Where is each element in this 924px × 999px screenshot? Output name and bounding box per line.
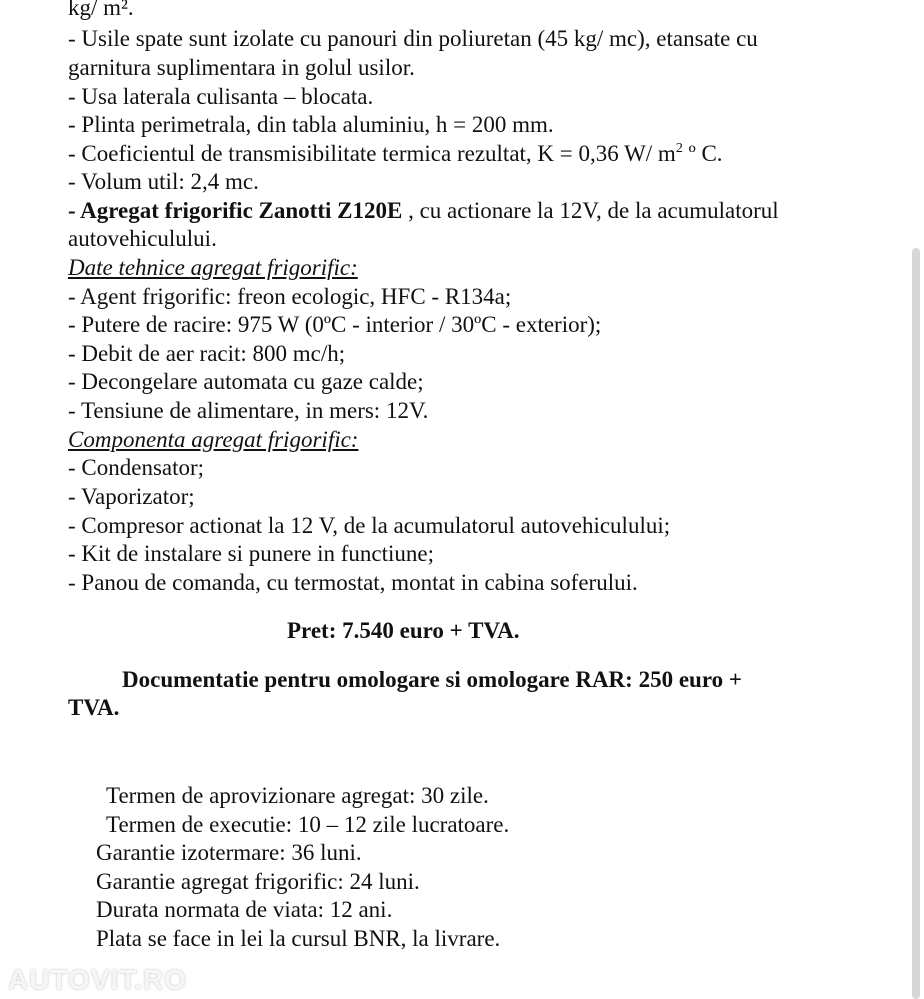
text-line: - Kit de instalare si punere in functiune; bbox=[68, 541, 434, 566]
text-segment: º C. bbox=[682, 141, 723, 166]
text-line: - Debit de aer racit: 800 mc/h; bbox=[68, 341, 346, 366]
text-segment: - Coeficientul de transmisibilitate termica rezultat, K = 0,36 W/ m bbox=[68, 141, 676, 166]
text-line bbox=[68, 140, 723, 168]
text-line: autovehiculului. bbox=[68, 226, 217, 251]
text-line: - Volum util: 2,4 mc. bbox=[68, 169, 259, 194]
text-segment: , cu actionare la 12V, de la acumulatorul bbox=[402, 198, 779, 223]
text-line: - Usa laterala culisanta – blocata. bbox=[68, 84, 374, 109]
terms-line: Plata se face in lei la cursul BNR, la livrare. bbox=[96, 926, 501, 951]
homologation-line: TVA. bbox=[68, 695, 120, 720]
price-line: Pret: 7.540 euro + TVA. bbox=[287, 618, 520, 643]
section-heading: Componenta agregat frigorific: bbox=[68, 427, 359, 452]
text-line: - Putere de racire: 975 W (0ºC - interior / 30ºC - exterior); bbox=[68, 312, 602, 337]
text-line: - Agent frigorific: freon ecologic, HFC - R134a; bbox=[68, 284, 512, 309]
terms-line: Garantie izotermare: 36 luni. bbox=[96, 840, 362, 865]
text-line: - Tensiune de alimentare, in mers: 12V. bbox=[68, 398, 429, 423]
text-line: - Condensator; bbox=[68, 455, 205, 480]
text-line: - Usile spate sunt izolate cu panouri din poliuretan (45 kg/ mc), etansate cu bbox=[68, 26, 758, 51]
bold-segment: - Agregat frigorific Zanotti Z120E bbox=[68, 198, 403, 223]
terms-line: Garantie agregat frigorific: 24 luni. bbox=[96, 869, 420, 894]
text-line: - Plinta perimetrala, din tabla aluminiu, h = 200 mm. bbox=[68, 112, 554, 137]
text-line: - Compresor actionat la 12 V, de la acumulatorul autovehiculului; bbox=[68, 513, 671, 538]
text-line: - Panou de comanda, cu termostat, montat in cabina soferului. bbox=[68, 570, 638, 595]
superscript: 2 bbox=[675, 141, 683, 156]
text-line: - Decongelare automata cu gaze calde; bbox=[68, 369, 424, 394]
section-heading: Date tehnice agregat frigorific: bbox=[68, 255, 358, 280]
terms-line: Durata normata de viata: 12 ani. bbox=[96, 897, 393, 922]
text-line: kg/ m². bbox=[68, 0, 134, 20]
homologation-line: Documentatie pentru omologare si omologare RAR: 250 euro + bbox=[122, 667, 742, 692]
terms-line: Termen de aprovizionare agregat: 30 zile. bbox=[106, 783, 489, 808]
text-line: - Vaporizator; bbox=[68, 484, 195, 509]
watermark: AUTOVIT.RO bbox=[8, 964, 188, 995]
terms-line: Termen de executie: 10 – 12 zile lucratoare. bbox=[106, 812, 510, 837]
text-line: garnitura suplimentara in golul usilor. bbox=[68, 55, 415, 80]
text-line bbox=[68, 197, 779, 225]
scrollbar[interactable] bbox=[912, 248, 920, 999]
